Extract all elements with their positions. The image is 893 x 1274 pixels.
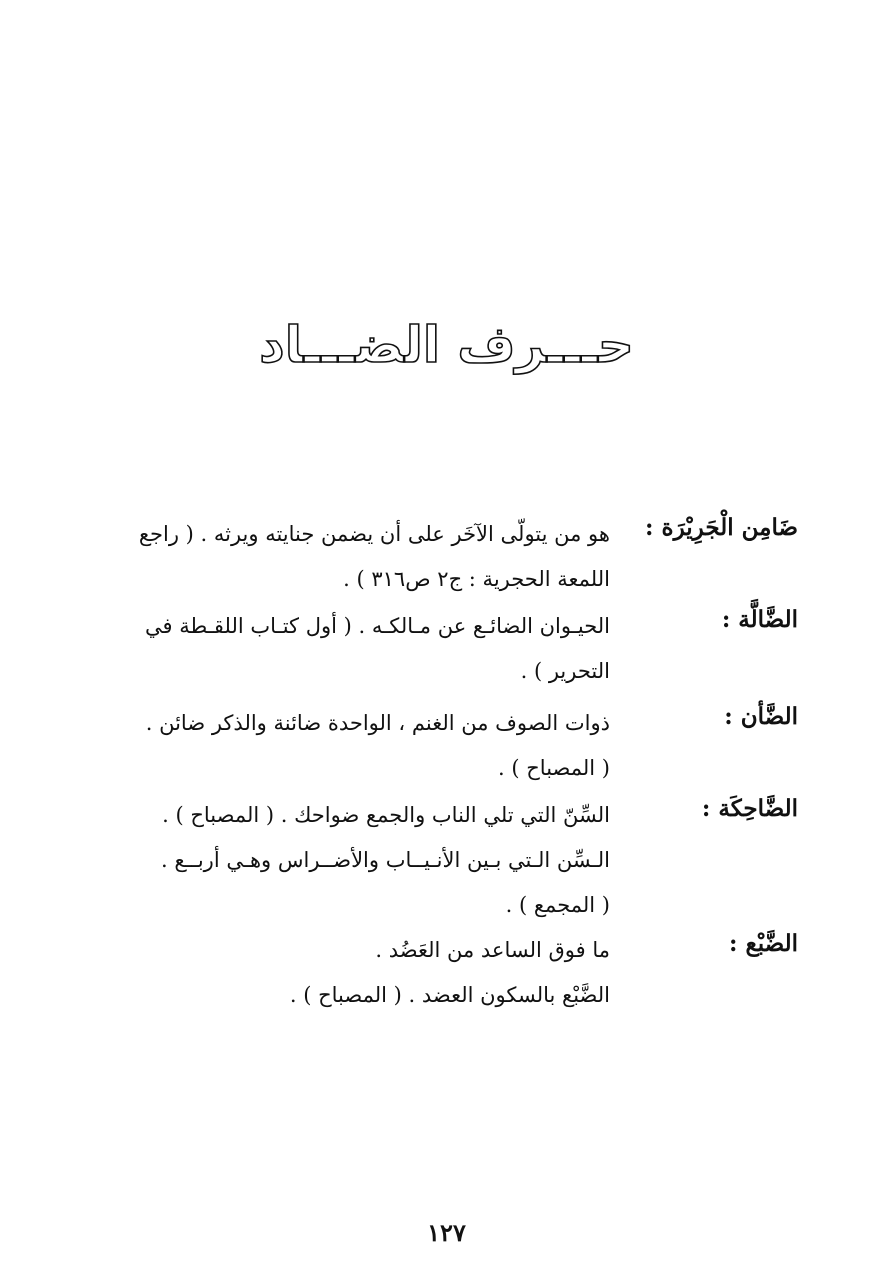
entry-term: الضَّالَّة : bbox=[721, 606, 798, 633]
entry-definition bbox=[95, 793, 610, 928]
entry-term: الضَّبْع : bbox=[728, 930, 798, 957]
definition-line: السِّنّ التي تلي الناب والجمع ضواحك . ( المصباح ) . bbox=[162, 803, 610, 827]
chapter-title: حـــرف الضـــاد bbox=[259, 316, 634, 374]
definition-line: الـسِّن الـتي بـين الأنـيــاب والأضــراس وهـي أربــع . bbox=[161, 848, 610, 872]
definition-line: ( المجمع ) . bbox=[505, 893, 610, 917]
definition-line: اللمعة الحجرية : ج٢ ص٣١٦ ) . bbox=[343, 567, 610, 591]
glossary-entry bbox=[0, 793, 893, 928]
definition-line: ذوات الصوف من الغنم ، الواحدة ضائنة والذكر ضائن . bbox=[145, 711, 610, 735]
entry-definition bbox=[95, 512, 610, 602]
entry-term: ضَامِن الْجَرِيْرَة : bbox=[645, 514, 798, 541]
definition-line: الضَّبْع بالسكون العضد . ( المصباح ) . bbox=[289, 983, 610, 1007]
entry-definition bbox=[95, 701, 610, 791]
definition-line: الحيـوان الضائـع عن مـالكـه . ( أول كتـاب اللقـطة في bbox=[145, 614, 610, 638]
entry-term: الضَّاحِكَة : bbox=[701, 795, 798, 822]
definition-line: التحرير ) . bbox=[520, 659, 610, 683]
entry-term: الضَّأن : bbox=[724, 703, 798, 730]
definition-line: هو من يتولّى الآخَر على أن يضمن جنايته ويرثه . ( راجع bbox=[138, 522, 610, 546]
entry-definition bbox=[95, 928, 610, 1018]
glossary-entry bbox=[0, 928, 893, 1020]
glossary-entry bbox=[0, 512, 893, 604]
definition-line: ( المصباح ) . bbox=[498, 756, 610, 780]
entry-definition bbox=[95, 604, 610, 694]
definition-line: ما فوق الساعد من العَضُد . bbox=[375, 938, 610, 962]
glossary-entries bbox=[0, 512, 893, 1020]
glossary-entry bbox=[0, 701, 893, 793]
glossary-entry bbox=[0, 604, 893, 701]
page-number: ١٢٧ bbox=[427, 1218, 466, 1247]
